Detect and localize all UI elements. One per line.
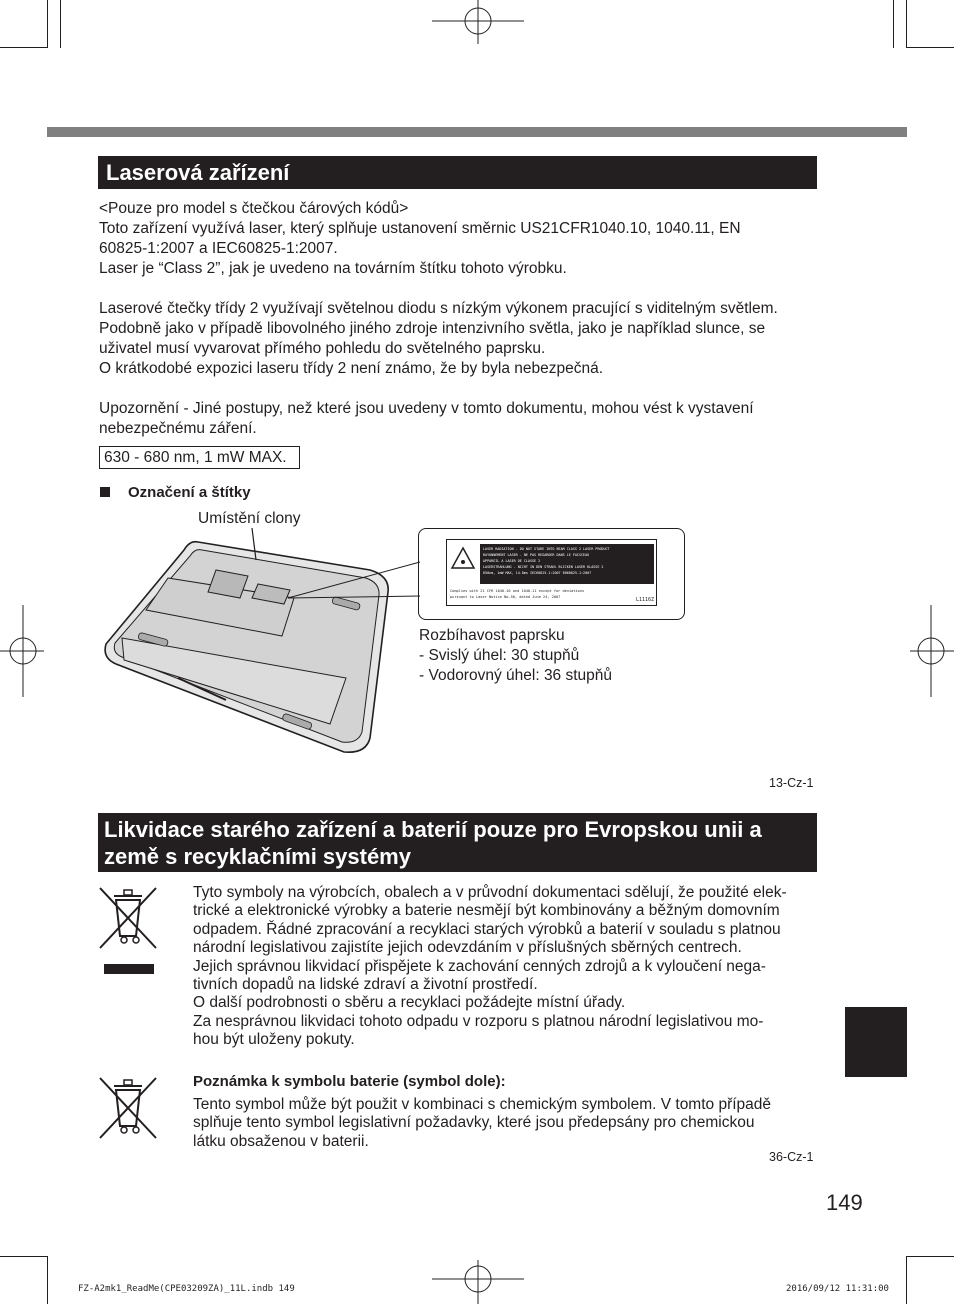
text-line: Rozbíhavost paprsku [419, 627, 565, 644]
text-line: - Vodorovný úhel: 36 stupňů [419, 667, 613, 684]
text-line: Upozornění - Jiné postupy, než které jsou uvedeny v tomto dokumentu, mohou vést k vystavení [99, 400, 754, 417]
text-line: O krátkodobé expozici laseru třídy 2 není známo, že by byla nebezpečná. [99, 360, 604, 377]
label-line: LASER RADIATION - DO NOT STARE INTO BEAM CLASS 2 LASER PRODUCT [483, 547, 610, 551]
text-line: Toto zařízení využívá laser, který splňuje ustanovení směrnic US21CFR1040.10, 1040.11, EN [99, 220, 741, 237]
battery-note-body [193, 1096, 771, 1151]
laser-warning [99, 399, 754, 439]
crop-mark [0, 47, 48, 48]
label-code: L1116Z [636, 597, 655, 603]
label-compliance-text [450, 588, 584, 600]
section-ref: 13-Cz-1 [769, 776, 814, 790]
laser-spec-box: 630 - 680 nm, 1 mW MAX. [99, 446, 300, 469]
label-line: pursuant to Laser Notice No.50, dated June 24, 2007 [450, 595, 561, 599]
text-line: 60825-1:2007 a IEC60825-1:2007. [99, 240, 338, 257]
text-line: - Svislý úhel: 30 stupňů [419, 647, 580, 664]
crop-mark [47, 0, 48, 48]
crop-mark [893, 0, 894, 48]
registration-mark-icon [432, 0, 524, 48]
crop-mark [906, 1256, 907, 1304]
crop-mark [906, 0, 907, 48]
registration-mark-icon [906, 605, 954, 697]
beam-divergence [419, 626, 612, 686]
text-line: nebezpečnému záření. [99, 420, 257, 437]
crossed-bin-icon [98, 1074, 158, 1142]
registration-mark-icon [0, 605, 48, 697]
marks-heading: Označení a štítky [128, 484, 251, 501]
text-line: Tyto symboly na výrobcích, obalech a v průvodní dokumentaci sdělují, že použité elek- [193, 884, 787, 901]
section-ref: 36-Cz-1 [769, 1150, 814, 1164]
top-rule [47, 127, 907, 137]
footer-timestamp: 2016/09/12 11:31:00 [786, 1284, 889, 1294]
laser-warning-icon [450, 546, 476, 572]
text-line: O další podrobnosti o sběru a recyklaci požádejte místní úřady. [193, 994, 626, 1012]
aperture-label: Umístění clony [198, 510, 301, 527]
crop-mark [906, 47, 954, 48]
device-illustration [98, 528, 438, 758]
text-line: <Pouze pro model s čtečkou čárových kódů> [99, 200, 409, 217]
page-number: 149 [826, 1190, 863, 1215]
text-line: trické a elektronické výrobky a baterie nesmějí být kombinovány a běžným domovním [193, 902, 780, 920]
laser-intro [99, 199, 741, 279]
text-line: národní legislativou zajistíte jejich odevzdáním v příslušných sběrných centrech. [193, 939, 742, 957]
label-line: RAYONNEMENT LASER - NE PAS REGARDER DANS LE FAISCEAU [483, 553, 590, 557]
crop-mark [47, 1256, 48, 1304]
chapter-tab [845, 1007, 907, 1077]
label-line: APPAREIL A LASER DE CLASSE 2 [483, 559, 541, 563]
text-line: odpadem. Řádné zpracování a recyklaci starých výrobků a baterií v souladu s platnou [193, 920, 781, 938]
disposal-section-title: Likvidace starého zařízení a baterií pouze pro Evropskou unii a země s recyklačními systémy [98, 813, 817, 872]
text-line: hou být uloženy pokuty. [193, 1031, 355, 1049]
crop-mark [60, 0, 61, 48]
text-line: látku obsaženou v baterii. [193, 1132, 369, 1150]
laser-section-title: Laserová zařízení [98, 156, 817, 189]
text-line: Laserové čtečky třídy 2 využívají světelnou diodu s nízkým výkonem pracující s viditelným světlem. [99, 300, 778, 317]
laser-paragraph [99, 299, 778, 379]
text-line: Tento symbol může být použit v kombinaci s chemickým symbolem. V tomto případě [193, 1096, 772, 1113]
text-line: Jejich správnou likvidací přispějete k zachování cenných zdrojů a k vyloučení nega- [193, 957, 766, 975]
crossed-bin-icon [98, 884, 158, 976]
crop-mark [906, 1256, 954, 1257]
text-line: uživatel musí vyvarovat přímého pohledu do světelného paprsku. [99, 340, 546, 357]
text-line: Za nesprávnou likvidaci tohoto odpadu v rozporu s platnou národní legislativou mo- [193, 1012, 764, 1030]
label-line: LASERSTRAHLUNG - NICHT IN DEN STRAHL BLICKEN LASER KLASSE 2 [483, 565, 604, 569]
text-line: Laser je “Class 2”, jak je uvedeno na továrním štítku tohoto výrobku. [99, 260, 567, 277]
label-line: Complies with 21 CFR 1040.10 and 1040.11 except for deviations [450, 589, 585, 593]
battery-note-heading: Poznámka k symbolu baterie (symbol dole): [193, 1073, 506, 1090]
disposal-body [193, 884, 787, 1050]
square-bullet-icon [100, 487, 110, 497]
text-line: tivních dopadů na lidské zdraví a životní prostředí. [193, 976, 538, 994]
label-line: 650nm, 1mW MAX, 14.8ms IEC60825-1:2007 EN60825-1:2007 [483, 571, 592, 575]
crop-mark [0, 1256, 48, 1257]
registration-mark-icon [432, 1256, 524, 1304]
label-text-block [480, 544, 654, 584]
text-line: splňuje tento symbol legislativní požadavky, které jsou předepsány pro chemickou [193, 1114, 755, 1132]
footer-file: FZ-A2mk1_ReadMe(CPE03209ZA)_11L.indb 149 [78, 1284, 295, 1294]
text-line: Podobně jako v případě libovolného jiného zdroje intenzivního světla, jako je například slunce, se [99, 320, 766, 337]
